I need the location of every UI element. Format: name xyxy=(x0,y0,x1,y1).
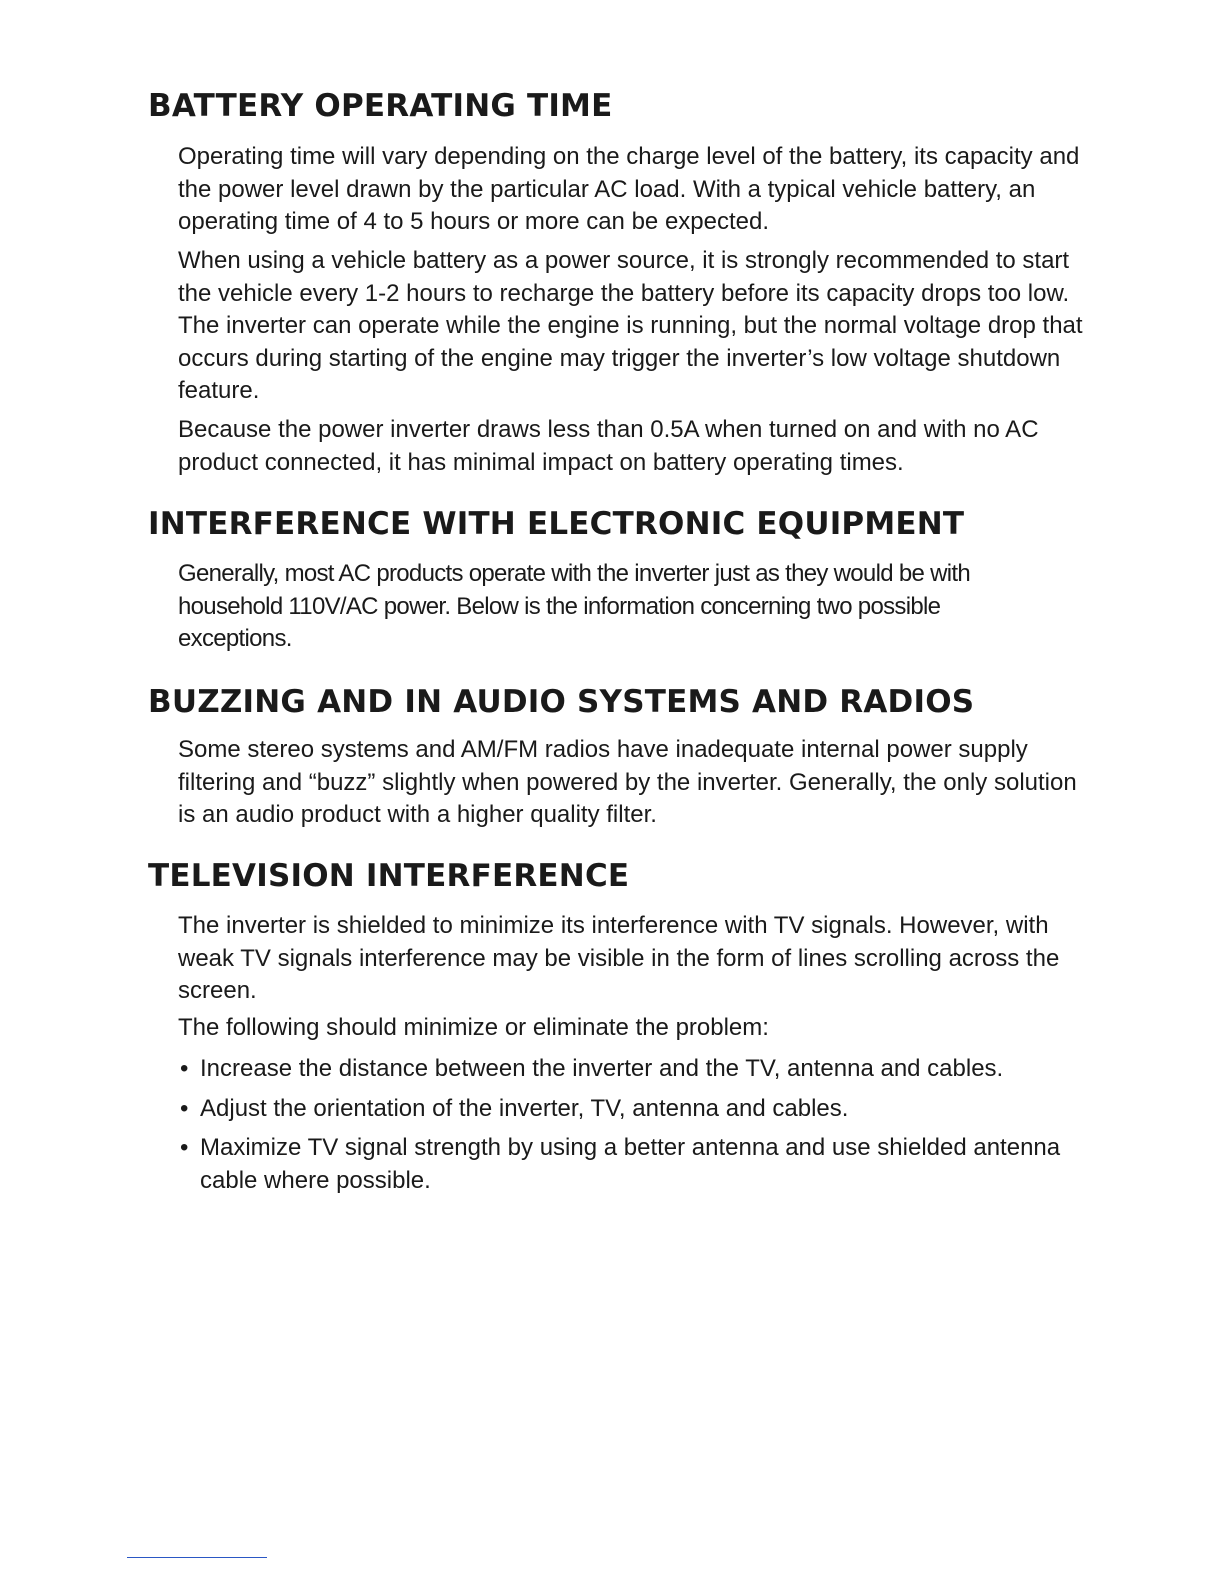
list-item xyxy=(178,1053,1088,1086)
bullet-icon: • xyxy=(180,1134,189,1161)
list-item-text: Maximize TV signal strength by using a better antenna and use shielded antenna cable where possible. xyxy=(200,1134,1061,1194)
list-item-text: Adjust the orientation of the inverter, TV, antenna and cables. xyxy=(200,1094,849,1122)
section-heading-television-interference: TELEVISION INTERFERENCE xyxy=(148,858,630,894)
list-item xyxy=(178,1132,1088,1197)
television-paragraph-2: The following should minimize or eliminate the problem: xyxy=(178,1014,769,1041)
battery-paragraph-1: Operating time will vary depending on the charge level of the battery, its capacity and the power level drawn by the particular AC load. With a typical vehicle battery, an operating time of 4 to 5 hours or more can be expected. xyxy=(178,143,1080,235)
battery-paragraph-2: When using a vehicle battery as a power source, it is strongly recommended to start the vehicle every 1-2 hours to recharge the battery before its capacity drops too low. The inverter can operate while the engine is running, but the normal voltage drop that occurs during starting of the engine may trigger the inverter’s low voltage shutdown feature. xyxy=(178,247,1083,404)
bullet-icon: • xyxy=(180,1055,189,1082)
list-item xyxy=(178,1093,1088,1126)
section-heading-interference-electronic-equipment: INTERFERENCE WITH ELECTRONIC EQUIPMENT xyxy=(148,506,965,542)
interference-paragraph-1: Generally, most AC products operate with the inverter just as they would be with household 110V/AC power. Below is the information concerning two possible exceptions. xyxy=(178,560,970,652)
television-bullet-list xyxy=(178,1053,1088,1204)
list-item-text: Increase the distance between the inverter and the TV, antenna and cables. xyxy=(200,1055,1004,1082)
television-paragraph-1: The inverter is shielded to minimize its interference with TV signals. However, with weak TV signals interference may be visible in the form of lines scrolling across the screen. xyxy=(178,912,1060,1004)
section-heading-battery-operating-time: BATTERY OPERATING TIME xyxy=(148,88,613,124)
battery-paragraph-3: Because the power inverter draws less than 0.5A when turned on and with no AC product connected, it has minimal impact on battery operating times. xyxy=(178,416,1039,476)
footer-divider xyxy=(127,1557,267,1558)
bullet-icon: • xyxy=(180,1094,189,1122)
buzzing-paragraph-1: Some stereo systems and AM/FM radios have inadequate internal power supply filtering and “buzz” slightly when powered by the inverter. Generally, the only solution is an audio product with a higher quality filter. xyxy=(178,736,1077,828)
section-heading-buzzing-audio-systems: BUZZING AND IN AUDIO SYSTEMS AND RADIOS xyxy=(148,684,975,720)
